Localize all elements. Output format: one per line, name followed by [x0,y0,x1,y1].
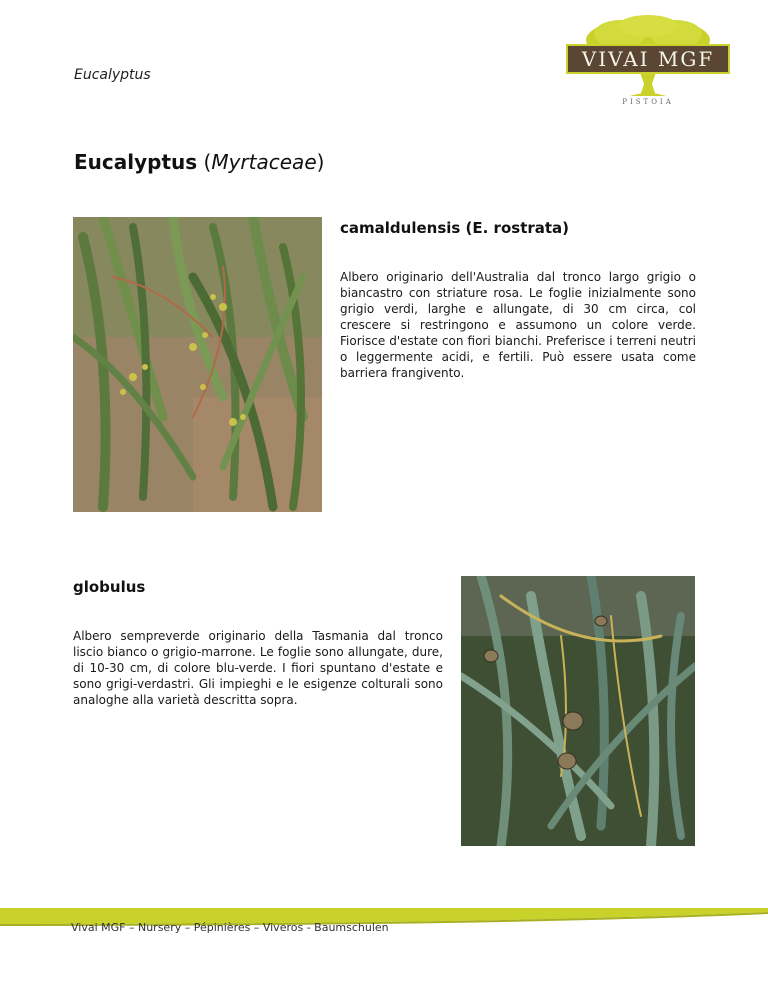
running-header: Eucalyptus [74,67,151,83]
title-family: Myrtaceae [211,150,317,174]
vivai-mgf-logo [560,14,736,110]
section-text-camaldulensis: Albero originario dell'Australia dal tronco largo grigio o biancastro con striature rosa. Le foglie inizialmente sono grigio verdi, larghe e allungate, di 30 cm circa, col crescere si restringono e assumono un colore verde. Fiorisce d'estate con fiori bianchi. Preferisce i terreni neutri o leggermente acidi, e fertili. Può essere usata come barriera frangivento. [340,270,696,380]
title-paren-close: ) [316,150,325,174]
title-genus: Eucalyptus [74,150,198,174]
logo-city: PISTOIA [622,98,674,106]
section-text-globulus: Albero sempreverde originario della Tasmania dal tronco liscio bianco o grigio-marrone. Le foglie sono allungate, dure, di 10-30 cm, di colore blu-verde. I fiori spuntano d'estate e sono grigi-verdastri. Gli impieghi e le esigenze colturali sono analoghe alla varietà descritta sopra. [73,629,443,707]
title-paren-open: ( [197,150,212,174]
section-title-camaldulensis: camaldulensis (E. rostrata) [340,219,570,237]
logo-brand-banner: VIVAI MGF [566,44,730,74]
page-title [74,150,324,174]
camaldulensis-photo [73,217,322,512]
globulus-photo [461,576,695,846]
section-title-globulus: globulus [73,578,146,596]
footer-text: Vivai MGF – Nursery – Pépinières – Viveros - Baumschulen [71,921,389,934]
